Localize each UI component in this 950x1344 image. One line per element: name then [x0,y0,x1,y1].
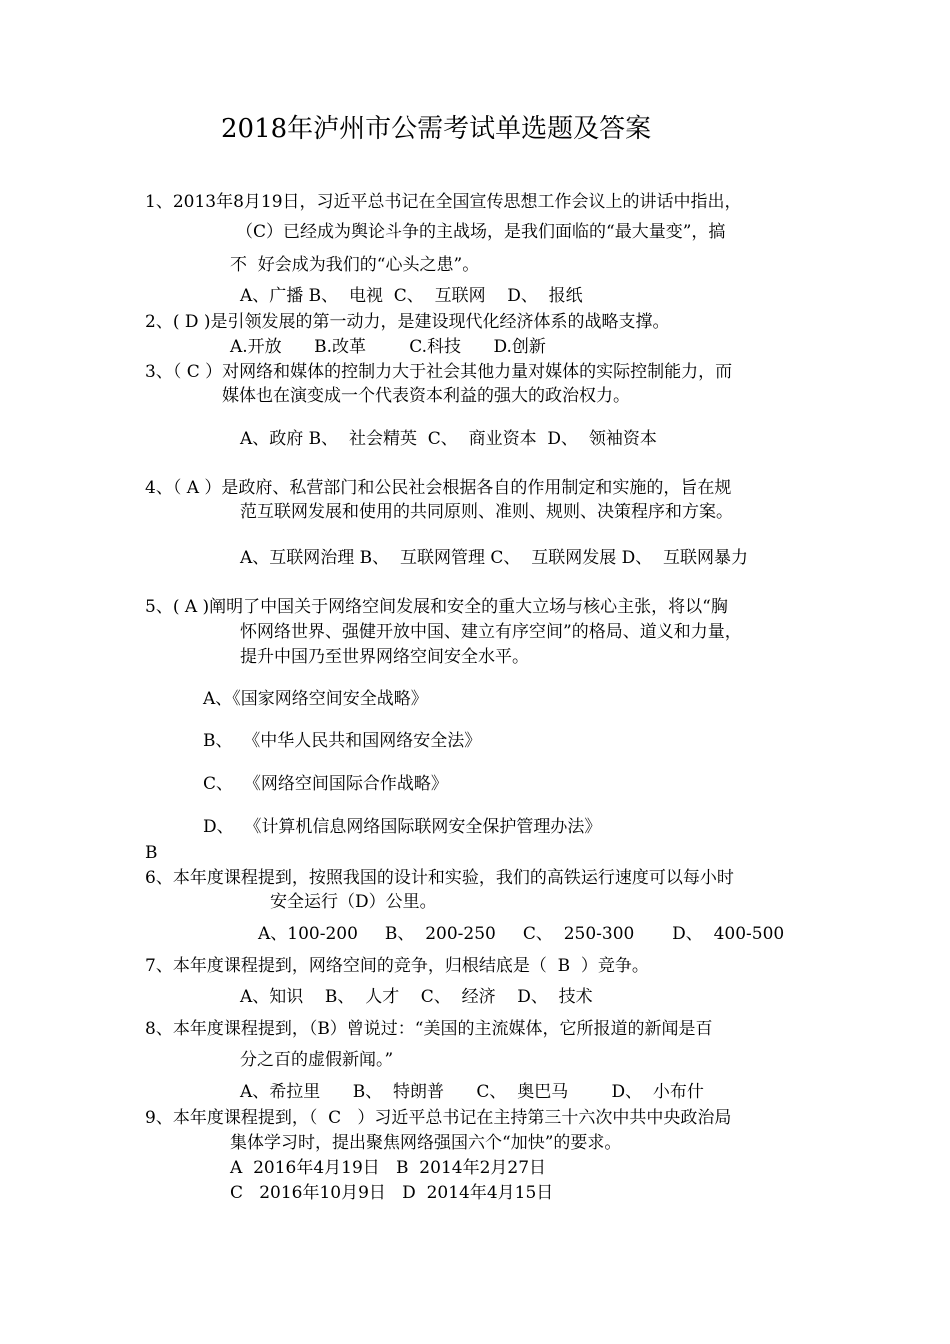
options-q9-cd: C 2016年10月9日 D 2014年4月15日 [230,1183,554,1203]
options-q9-ab: A 2016年4月19日 B 2014年2月27日 [230,1158,547,1178]
text-line-q9: 9、本年度课程提到，（ C ）习近平总书记在主持第三十六次中共中央政治局 [145,1108,732,1128]
text-line-q3-cont: 媒体也在演变成一个代表资本利益的强大的政治权力。 [222,386,630,406]
option-q5-d: D、 《计算机信息网络国际联网安全保护管理办法》 [203,817,602,837]
text-line-q5-cont2: 提升中国乃至世界网络空间安全水平。 [240,647,529,667]
text-line-q2: 2、( D )是引领发展的第一动力，是建设现代化经济体系的战略支撑。 [145,312,670,332]
options-q8: A、希拉里 B、 特朗普 C、 奥巴马 D、 小布什 [240,1082,704,1102]
options-q7: A、知识 B、 人才 C、 经济 D、 技术 [240,987,593,1007]
option-q5-b: B、 《中华人民共和国网络安全法》 [203,731,482,751]
text-line-q1-cont: （C）已经成为舆论斗争的主战场，是我们面临的“最大量变”，搞 [236,222,726,242]
options-q3: A、政府 B、 社会精英 C、 商业资本 D、 领袖资本 [240,429,657,449]
text-line-q5-cont: 怀网络世界、强健开放中国、建立有序空间”的格局、道义和力量， [240,622,742,642]
answer-q5: B [145,843,158,863]
text-line-q8: 8、本年度课程提到，（B）曾说过：“美国的主流媒体，它所报道的新闻是百 [145,1019,713,1039]
text-line-q1: 1、2013年8月19日，习近平总书记在全国宣传思想工作会议上的讲话中指出， [145,192,742,212]
option-q5-c: C、 《网络空间国际合作战略》 [203,774,448,794]
text-line-q8-cont: 分之百的虚假新闻。” [240,1050,394,1070]
text-line-q1-cont2: 不 好会成为我们的“心头之患”。 [230,255,480,275]
text-line-q9-cont: 集体学习时，提出聚焦网络强国六个“加快”的要求。 [230,1133,622,1153]
options-q2: A.开放 B.改革 C.科技 D.创新 [230,337,546,357]
text-line-q3: 3、（ C ）对网络和媒体的控制力大于社会其他力量对媒体的实际控制能力，而 [145,362,733,382]
text-line-q7: 7、本年度课程提到，网络空间的竞争，归根结底是（ B ）竞争。 [145,956,649,976]
options-q4: A、互联网治理 B、 互联网管理 C、 互联网发展 D、 互联网暴力 [240,548,749,568]
options-q6: A、100-200 B、 200-250 C、 250-300 D、 400-500 [258,924,785,944]
text-line-q5: 5、( A )阐明了中国关于网络空间发展和安全的重大立场与核心主张，将以“胸 [145,597,728,617]
option-q5-a: A、《国家网络空间安全战略》 [203,689,428,709]
document-title: 2018年泸州市公需考试单选题及答案 [221,114,652,144]
text-line-q4-cont: 范互联网发展和使用的共同原则、准则、规则、决策程序和方案。 [240,502,733,522]
text-line-q6: 6、本年度课程提到，按照我国的设计和实验，我们的高铁运行速度可以每小时 [145,868,734,888]
options-q1: A、广播 B、 电视 C、 互联网 D、 报纸 [240,286,583,306]
text-line-q6-cont: 安全运行（D）公里。 [270,892,437,912]
text-line-q4: 4、（ A ）是政府、私营部门和公民社会根据各自的作用制定和实施的，旨在规 [145,478,732,498]
